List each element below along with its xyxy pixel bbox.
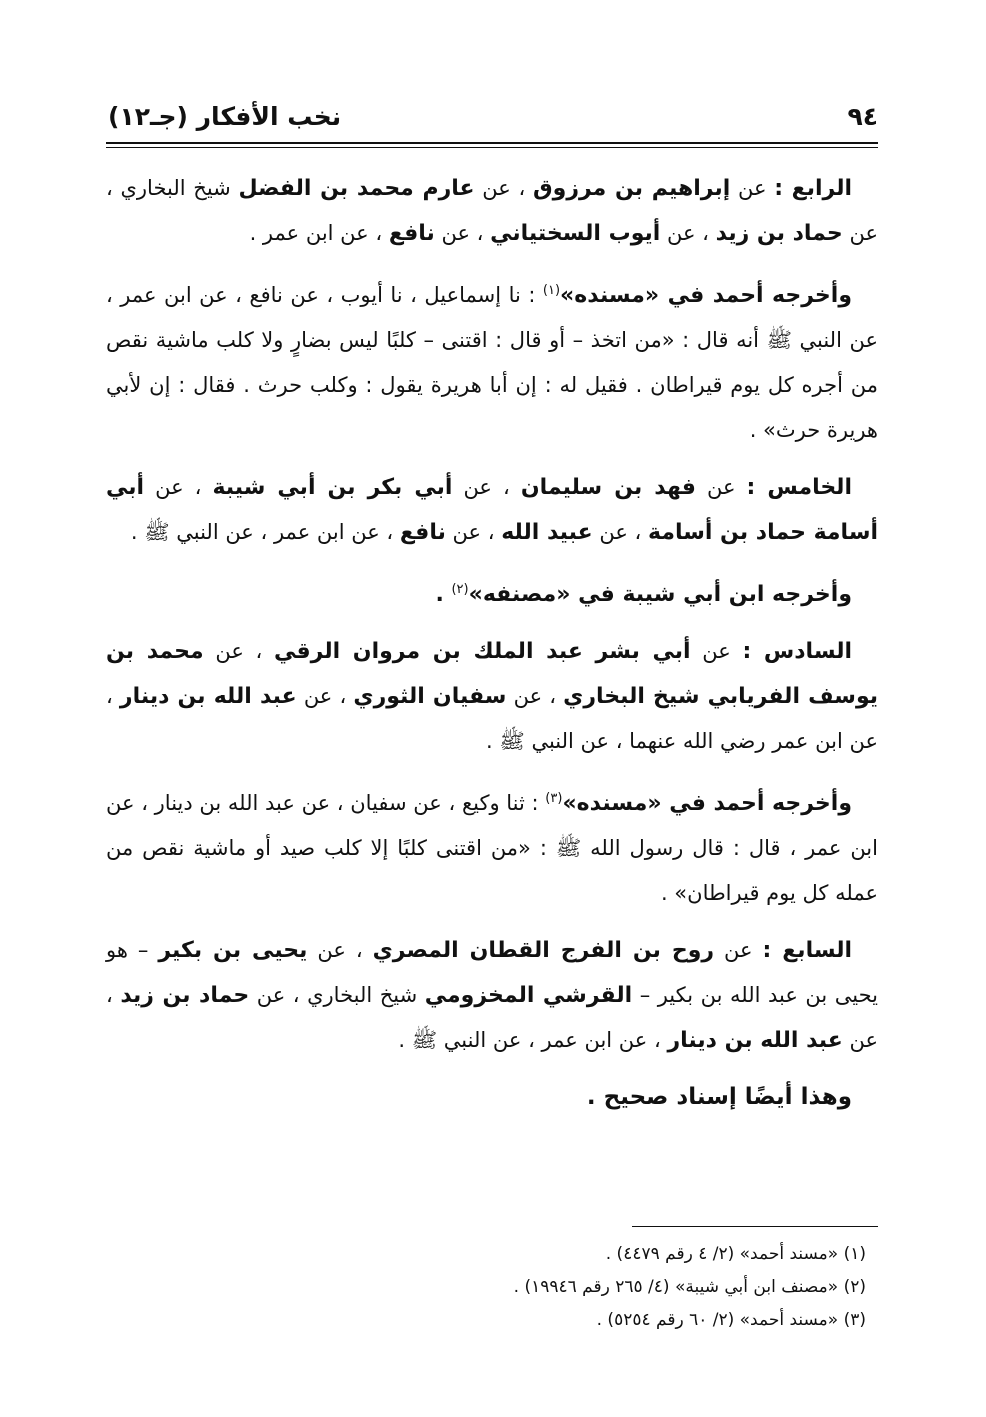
bold-run: حماد بن زيد	[715, 221, 843, 246]
text-run: ، عن ابن عمر ، عن النبي ﷺ .	[130, 520, 400, 544]
bold-run: السادس :	[742, 639, 853, 664]
bold-run: أيوب السختياني	[490, 221, 661, 246]
text-run: : نا إسماعيل ، نا أيوب ، عن نافع ، عن ابن عمر ، عن النبي ﷺ أنه قال : «من اتخذ – أو قال : اقتنى – كلبًا ليس بضارٍ ولا كلب ماشية نقص من أجره كل يوم قيراطان . فقيل له : إن أبا هريرة يقول : وكلب حرث . فقال : إن لأبي هريرة حرث» .	[106, 283, 878, 442]
bold-run: الرابع :	[774, 176, 852, 201]
page-number: ٩٤	[847, 101, 878, 131]
paragraph-8	[106, 1075, 878, 1120]
text-run: ، عن	[296, 684, 354, 708]
bold-run: القرشي المخزومي	[424, 983, 633, 1008]
text-run: شيخ البخاري ، عن	[106, 176, 878, 245]
text-run: وهذا أيضًا إسناد صحيح .	[586, 1084, 852, 1110]
text-run: ، عن ابن عمر رضي الله عنهما ، عن النبي ﷺ .	[106, 684, 878, 753]
paragraph-7	[106, 928, 878, 1063]
text-run: ، عن ابن عمر ، عن النبي ﷺ .	[398, 1028, 668, 1052]
footnote-2: (٢) «مصنف ابن أبي شيبة» (٤/ ٢٦٥ رقم ١٩٩٤٦) .	[513, 1277, 866, 1297]
page-header	[108, 96, 878, 136]
bold-run: إبراهيم بن مرزوق	[532, 176, 731, 201]
text-run: ، عن	[106, 983, 878, 1052]
paragraph-5	[106, 629, 878, 764]
bold-run: وأخرجه أحمد في «مسنده»	[560, 283, 853, 308]
bold-run: السابع :	[762, 938, 853, 963]
footnote-ref: (٣)	[545, 791, 563, 806]
body-text	[106, 166, 878, 1132]
bold-run: أبي بكر بن أبي شيبة	[212, 475, 453, 500]
bold-run: عارم محمد بن الفضل	[238, 176, 475, 201]
bold-run: الخامس :	[746, 475, 852, 500]
text-run: عن	[695, 475, 747, 499]
text-run: ، عن	[203, 639, 274, 663]
text-run: عن	[690, 639, 743, 663]
bold-run: وأخرجه ابن أبي شيبة في «مصنفه»	[468, 582, 852, 607]
text-run: عن	[730, 176, 775, 200]
book-title: نخب الأفكار (جـ١٢)	[108, 101, 342, 131]
footnote-ref: (٢)	[451, 582, 469, 597]
text-run: شيخ البخاري ، عن	[249, 983, 425, 1007]
bold-run: نافع	[399, 520, 446, 545]
bold-run: عبد الله بن دينار	[667, 1028, 843, 1053]
text-run: ، عن ابن عمر .	[249, 221, 389, 245]
bold-run: يحيى بن بكير	[158, 938, 308, 963]
bold-run: حماد بن زيد	[120, 983, 250, 1008]
bold-run: .	[435, 582, 452, 607]
text-run: – هو يحيى بن عبد الله بن بكير –	[106, 938, 878, 1007]
text-run: ، عن	[144, 475, 213, 499]
header-rule-thin	[106, 147, 878, 148]
bold-run: أبي أسامة حماد بن أسامة	[106, 475, 878, 545]
text-run: ، عن	[506, 684, 564, 708]
header-rule	[106, 142, 878, 144]
text-run: ، عن	[452, 475, 521, 499]
footnote-separator	[632, 1226, 878, 1227]
bold-run: روح بن الفرج القطان المصري	[372, 938, 715, 963]
footnote-ref: (١)	[542, 283, 561, 298]
bold-run: عبيد الله	[501, 520, 593, 545]
footnote-1: (١) «مسند أحمد» (٢/ ٤ رقم ٤٤٧٩) .	[605, 1244, 866, 1264]
text-run: ، عن	[307, 938, 373, 962]
paragraph-2	[106, 268, 878, 453]
text-run: ، عن	[445, 520, 502, 544]
paragraph-3	[106, 465, 878, 555]
bold-run: نافع	[388, 221, 435, 246]
paragraph-4	[106, 567, 878, 617]
paragraph-6	[106, 776, 878, 916]
footnotes	[108, 1238, 866, 1337]
text-run: ، عن	[592, 520, 648, 544]
text-run: عن	[714, 938, 763, 962]
bold-run: سفيان الثوري	[353, 684, 507, 709]
text-run: : ثنا وكيع ، عن سفيان ، عن عبد الله بن دينار ، عن ابن عمر ، قال : قال رسول الله ﷺ : «من اقتنى كلبًا إلا كلب صيد أو ماشية نقص من عمله كل يوم قيراطان» .	[106, 791, 878, 905]
bold-run: فهد بن سليمان	[520, 475, 696, 500]
text-run: ، عن	[660, 221, 716, 245]
bold-run: محمد بن يوسف الفريابي شيخ البخاري	[106, 639, 878, 709]
bold-run: عبد الله بن دينار	[119, 684, 297, 709]
text-run: ، عن	[474, 176, 533, 200]
bold-run: وأخرجه أحمد في «مسنده»	[562, 791, 852, 816]
text-run: ، عن	[434, 221, 491, 245]
bold-run: أبي بشر عبد الملك بن مروان الرقي	[273, 639, 691, 664]
paragraph-1	[106, 166, 878, 256]
footnote-3: (٣) «مسند أحمد» (٢/ ٦٠ رقم ٥٢٥٤) .	[596, 1310, 866, 1330]
